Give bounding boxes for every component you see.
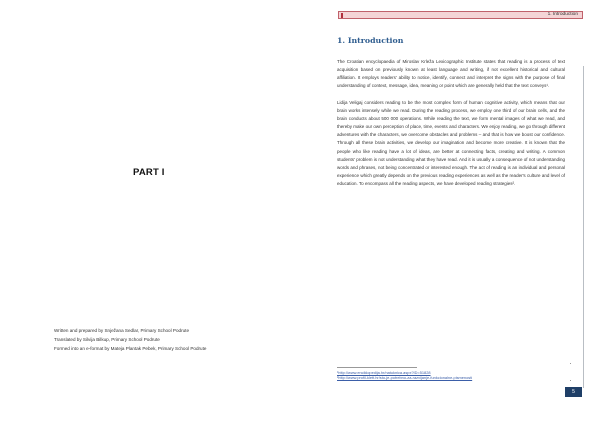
footnote-separator	[337, 367, 417, 368]
margin-dot	[570, 380, 571, 381]
part-title: PART I	[133, 167, 165, 178]
credit-written-by: Written and prepared by Snježana Sedlar, Primary School Podrute	[54, 328, 189, 333]
paragraph-1: The Croatian encyclopaedia of Miroslav Krleža Lexicographic Institute states that reading is a process of text acquisition based on previously known at least language and writing, if not excellent historical and cultural affiliation. It employs readers' ability to notice, identify, connect and interpret the signs with the purpose of final understanding of context, message, idea, meaning or point which are generally held that the text conveys¹.	[337, 59, 565, 89]
paragraph-2: Lidija Veligaj considers reading to be the most complex form of human cognitive activity, which means that our brain works intensely while we read. During the reading process, we employ one third of our brain cells, and the brain conducts about 500 000 operations. While reading the text, we form mental images of what we read, and thereby make our own perception of place, time, events and characters. We enjoy reading, we go through different adventures with the characters, we overcome obstacles and problems – and that is how we boost our confidence. Through all these brain activities, we develop our imagination and become more creative. It is known that the people who like reading have a lot of ideas, are better at connecting facts, creating and writing. A common students' problem is not understanding what they have read. And it is usually a consequence of not understanding words and phrases, not being concentrated or interested enough. The act of reading is an individual and personal experience which greatly depends on the previous reading experiences as well as the reader's culture and level of education. To encompass all the reading aspects, we have developed reading strategies².	[337, 99, 565, 187]
header-marker	[341, 13, 343, 18]
page-number: 5	[565, 387, 582, 397]
credit-translated-by: Translated by Silvija Bilkup, Primary School Podrute	[54, 336, 160, 342]
credit-formatted-by: Formed into an e-format by Mateja Plantak Pebek, Primary School Podrute	[54, 345, 207, 351]
margin-dot	[570, 363, 571, 364]
footnotes	[337, 370, 472, 381]
footnote-link-2[interactable]: ²http://www.profil-klett.hr/sto-je-potrebno-za-razvijanje-funkcionalne-pismenosti	[337, 375, 473, 381]
running-header-text: 1. Introduction	[547, 12, 578, 17]
body-text	[337, 58, 565, 188]
section-title: 1. Introduction	[337, 36, 404, 45]
right-page	[300, 0, 600, 424]
credits-block	[54, 327, 206, 353]
footnote-link-1[interactable]: ¹http://www.enciklopedija.hr/natuknica.aspx?ID=51828	[337, 370, 431, 375]
page-edge-line	[583, 66, 584, 388]
running-header	[338, 11, 583, 19]
